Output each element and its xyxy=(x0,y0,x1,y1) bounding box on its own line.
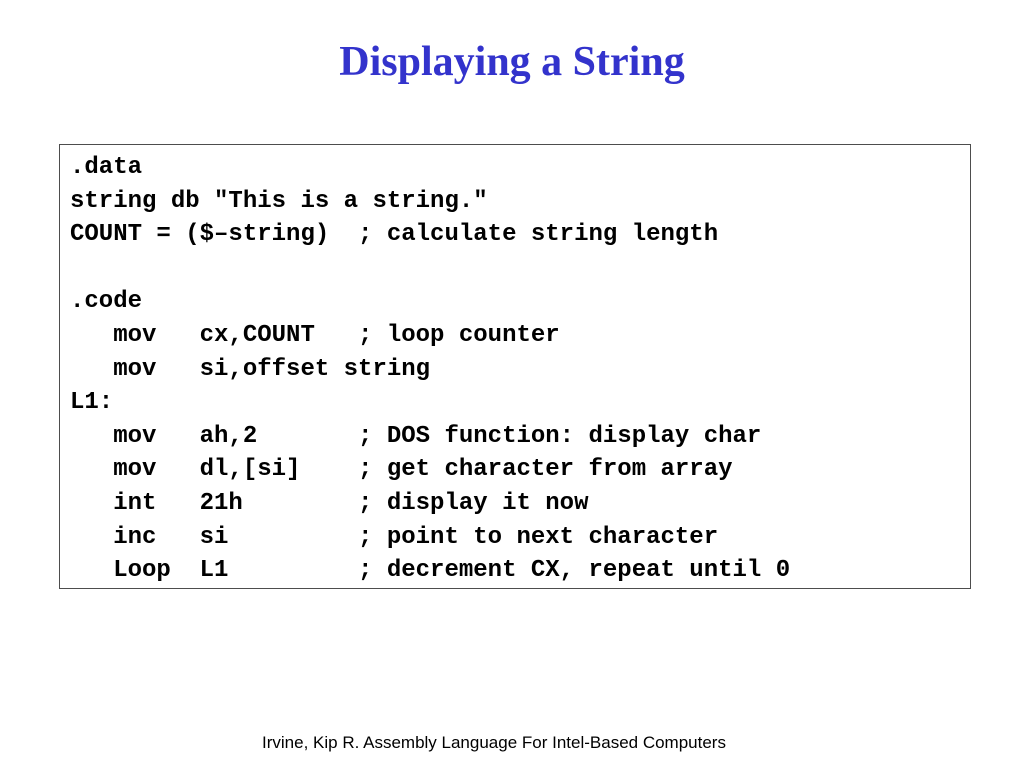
slide-footer: Irvine, Kip R. Assembly Language For Intel-Based Computers xyxy=(262,733,726,752)
slide-title: Displaying a String xyxy=(339,39,685,85)
code-line: .code xyxy=(70,288,143,316)
code-line: COUNT = ($–string) ; calculate string length xyxy=(70,221,719,249)
code-line: .data xyxy=(70,154,143,181)
code-line: string db "This is a string." xyxy=(70,187,488,215)
code-line: L1: xyxy=(70,389,114,417)
code-line: Loop L1 ; decrement CX, repeat until 0 xyxy=(70,557,791,585)
code-line: mov dl,[si] ; get character from array xyxy=(70,456,733,484)
code-listing xyxy=(60,145,970,588)
code-line: mov si,offset string xyxy=(70,355,431,383)
code-line-blank xyxy=(70,252,970,286)
code-line: int 21h ; display it now xyxy=(70,489,589,517)
code-line: mov ah,2 ; DOS function: display char xyxy=(70,422,762,450)
code-line: mov cx,COUNT ; loop counter xyxy=(70,321,560,349)
code-line: inc si ; point to next character xyxy=(70,523,719,551)
code-box xyxy=(59,144,971,589)
